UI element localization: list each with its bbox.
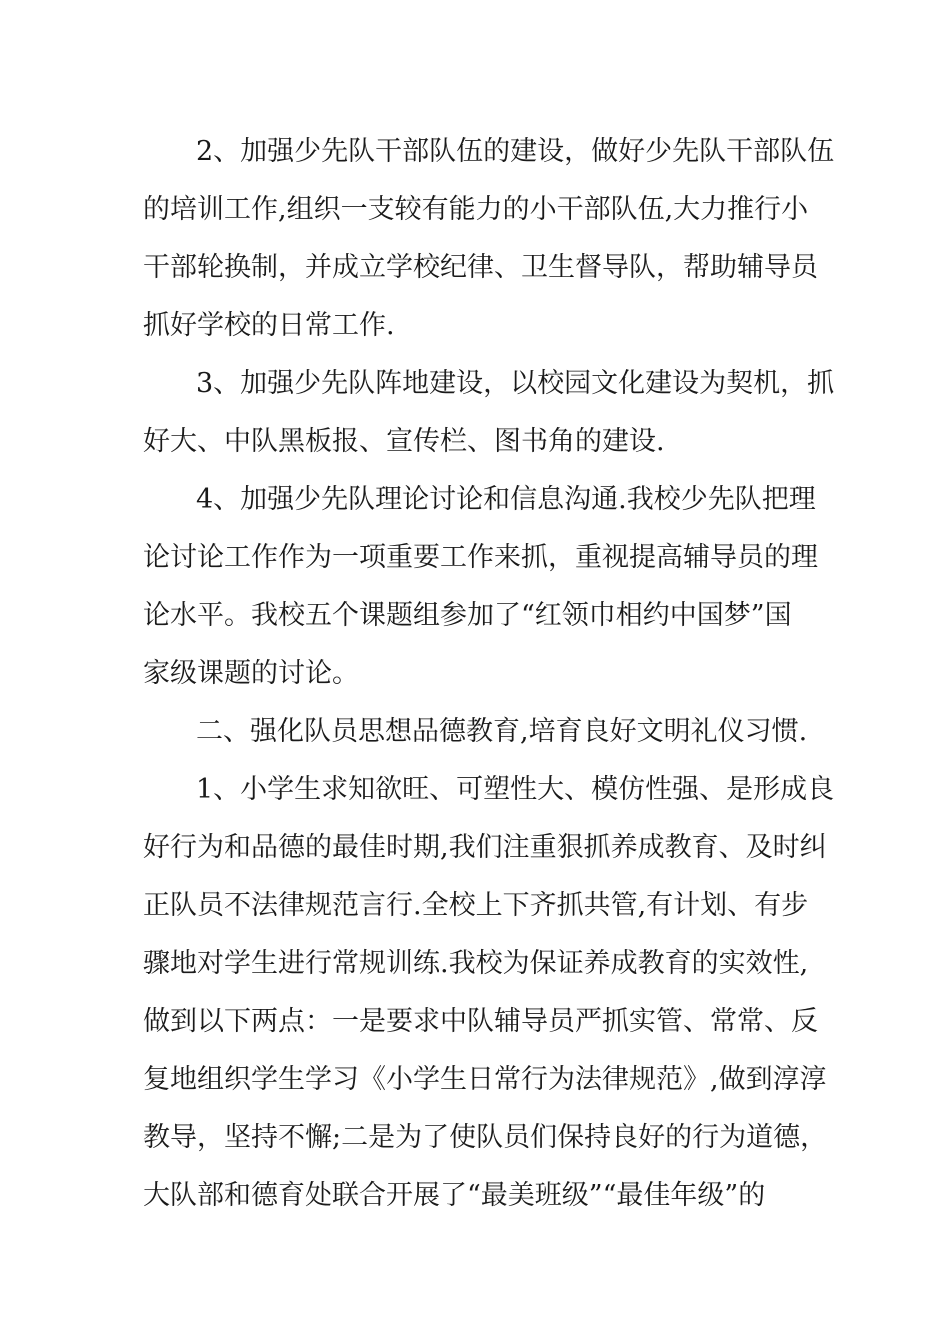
text-line: 论讨论工作作为一项重要工作来抓，重视提高辅导员的理 bbox=[143, 542, 818, 573]
text-line: 做到以下两点：一是要求中队辅导员严抓实管、常常、反 bbox=[143, 1006, 818, 1037]
text-line: 1、小学生求知欲旺、可塑性大、模仿性强、是形成良 bbox=[196, 774, 835, 805]
text-line: 家级课题的讨论。 bbox=[143, 658, 359, 689]
text-line: 的培训工作,组织一支较有能力的小干部队伍,大力推行小 bbox=[143, 194, 809, 225]
text-line: 论水平。我校五个课题组参加了“红领巾相约中国梦”国 bbox=[143, 600, 792, 631]
text-line: 骤地对学生进行常规训练.我校为保证养成教育的实效性, bbox=[143, 948, 809, 979]
text-line: 好大、中队黑板报、宣传栏、图书角的建设. bbox=[143, 426, 665, 457]
text-line: 正队员不法律规范言行.全校上下齐抓共管,有计划、有步 bbox=[143, 890, 809, 921]
text-line: 大队部和德育处联合开展了“最美班级”“最佳年级”的 bbox=[143, 1180, 766, 1211]
text-line: 复地组织学生学习《小学生日常行为法律规范》,做到淳淳 bbox=[143, 1064, 827, 1095]
text-line: 好行为和品德的最佳时期,我们注重狠抓养成教育、及时纠 bbox=[143, 832, 827, 863]
text-line: 2、加强少先队干部队伍的建设，做好少先队干部队伍 bbox=[196, 136, 835, 167]
text-line: 4、加强少先队理论讨论和信息沟通.我校少先队把理 bbox=[196, 484, 816, 515]
text-line: 抓好学校的日常工作. bbox=[143, 310, 395, 341]
text-line: 3、加强少先队阵地建设，以校园文化建设为契机，抓 bbox=[196, 368, 835, 399]
text-line: 干部轮换制，并成立学校纪律、卫生督导队，帮助辅导员 bbox=[143, 252, 818, 283]
text-line: 教导，坚持不懈;二是为了使队员们保持良好的行为道德， bbox=[143, 1122, 828, 1153]
section-heading: 二、强化队员思想品德教育,培育良好文明礼仪习惯. bbox=[196, 716, 808, 747]
